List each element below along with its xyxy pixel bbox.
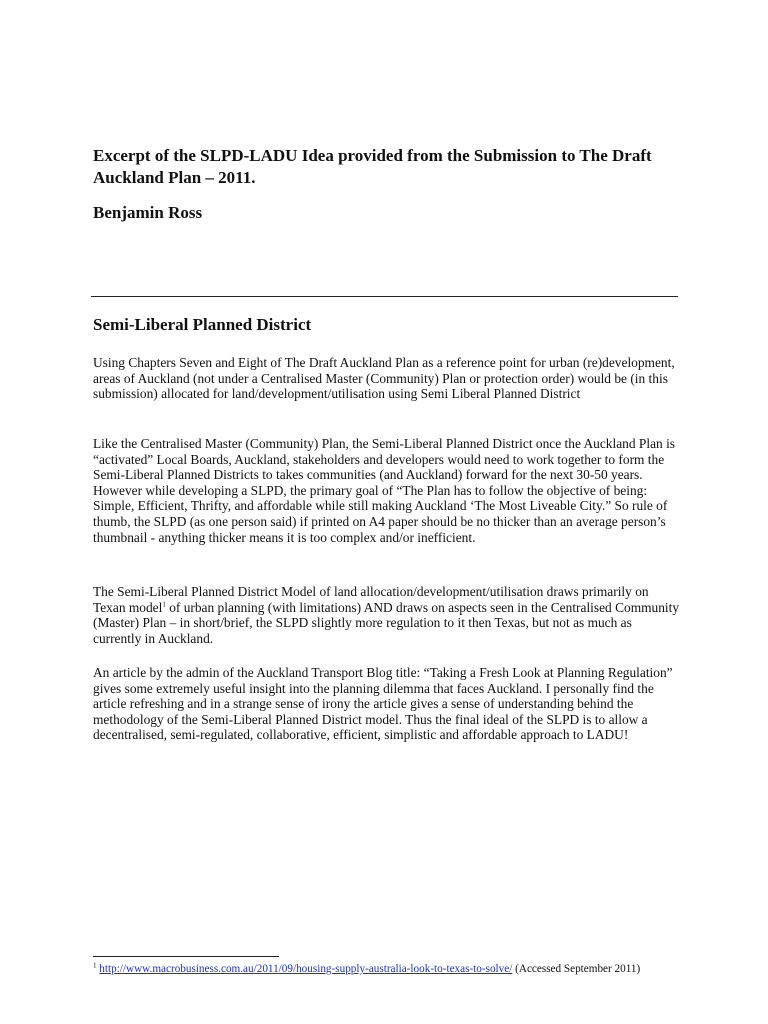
paragraph-texan-model-end: of urban planning (with limitations) AND draws on aspects seen in the Centralised Community (Master) Plan – in short/brief, the SLPD slightly more regulation to it then Texas, but not as much as currently in Auckland. bbox=[93, 599, 680, 646]
footnote-link[interactable]: http://www.macrobusiness.com.au/2011/09/housing-supply-australia-look-to-texas-to-solve/ bbox=[99, 963, 513, 975]
footnote-marker: 1 bbox=[93, 961, 97, 970]
paragraph-centralised-plan: Like the Centralised Master (Community) Plan, the Semi-Liberal Planned District once the Auckland Plan is “activated” Local Boards, Auckland, stakeholders and developers would need to work together to form the Semi-Liberal Planned Districts to takes communities (and Auckland) forward for the next 30-50 years. However while developing a SLPD, the primary goal of “The Plan has to follow the objective of being: Simple, Efficient, Thrifty, and affordable while still making Auckland ‘The Most Liveable City.” So rule of thumb, the SLPD (as one person said) if printed on A4 paper should be no thicker than an average person’s thumbnail - anything thicker means it is too complex and/or inefficient. bbox=[93, 436, 675, 545]
paragraph-transport-blog: An article by the admin of the Auckland Transport Blog title: “Taking a Fresh Look at Planning Regulation” gives some extremely useful insight into the planning dilemma that faces Auckland. I personally find the article refreshing and in a strange sense of irony the article gives a sense of understanding behind the methodology of the Semi-Liberal Planned District model. Thus the final ideal of the SLPD is to allow a decentralised, semi-regulated, collaborative, efficient, simplistic and affordable approach to LADU! bbox=[93, 665, 673, 743]
author-name: Benjamin Ross bbox=[93, 203, 203, 222]
footnote bbox=[93, 962, 683, 976]
footnote-accessed-note: (Accessed September 2011) bbox=[512, 963, 641, 975]
paragraph-texan-model-start: The Semi-Liberal Planned District Model of land allocation/development/utilisation draws primarily on Texan model bbox=[93, 584, 649, 615]
footnote-divider bbox=[93, 956, 279, 957]
paragraph-texan-model bbox=[93, 584, 683, 646]
horizontal-divider bbox=[91, 296, 678, 297]
paragraph-reference-point: Using Chapters Seven and Eight of The Draft Auckland Plan as a reference point for urban (re)development, areas of Auckland (not under a Centralised Master (Community) Plan or protection order) would be (in this submission) allocated for land/development/utilisation using Semi Liberal Planned District bbox=[93, 355, 675, 402]
section-heading: Semi-Liberal Planned District bbox=[93, 315, 312, 334]
footnote-reference[interactable]: 1 bbox=[162, 600, 166, 609]
document-title: Excerpt of the SLPD-LADU Idea provided from the Submission to The Draft Auckland Plan – 2011. bbox=[93, 146, 652, 187]
